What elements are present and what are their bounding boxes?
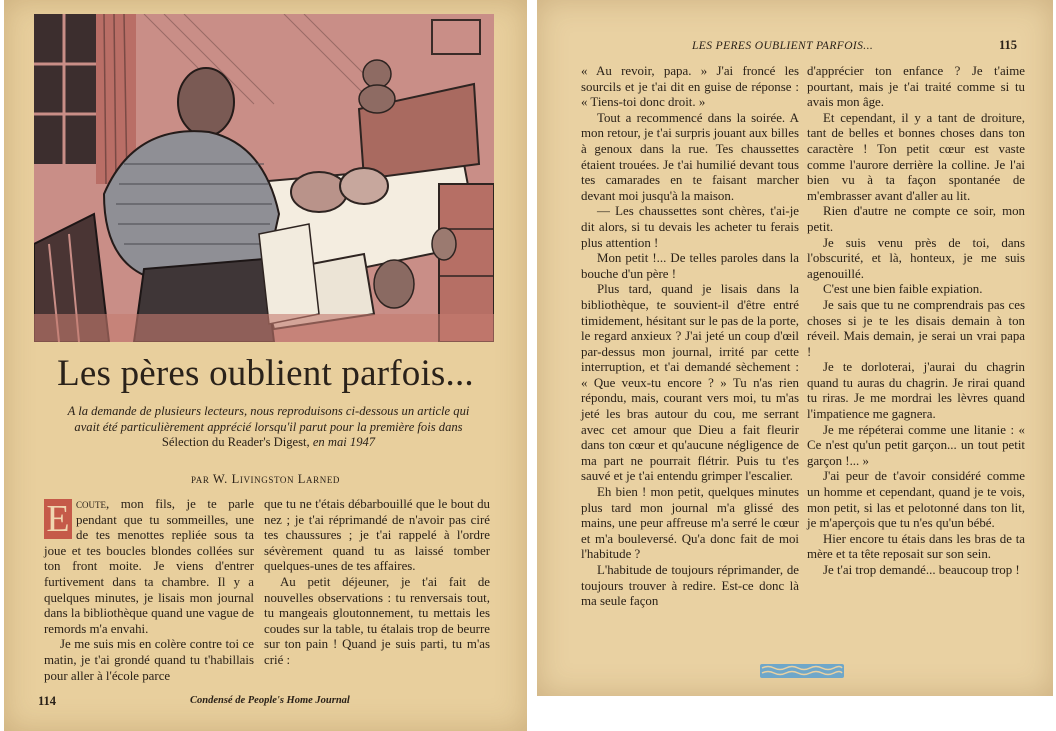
paragraph: Eh bien ! mon petit, quelques minutes plus tard mon journal m'a glissé des mains, une peur affreuse m'a serré le cœur et m'a bouleversé. Qu'a donc fait de moi l'habitude ? [581, 485, 799, 562]
paragraph: Je t'ai trop demandé... beaucoup trop ! [823, 563, 1020, 577]
paragraph: Et cependant, il y a tant de droiture, tant de belles et bonnes choses dans ton caractère ! Ton petit cœur est vaste comme l'aurore derrière la colline. Je l'ai bien vu à ta façon spontanée de m'embrasser avant d'aller au lit. [807, 110, 1025, 203]
illustration-svg [34, 14, 494, 342]
paragraph: Plus tard, quand je lisais dans la bibliothèque, te souvient-il d'être entré timidement, hésitant sur le pas de la porte, le regard anxieux ? J'ai jeté un coup d'œil par-dessus mon journal, irrité par cette interruption, et t'ai demandé sèchement : « Que veux-tu encore ? » Tu n'as rien répondu, mais, courant vers moi, tu m'as jeté les bras autour du cou, me serrant avec cet amour que Dieu a fait fleurir dans ton cœur et qu'aucune négligence de ma part ne pourrait flétrir. Puis tu t'es sauvé et je t'ai entendu grimper l'escalier. [581, 282, 800, 484]
source-credit: Condensé de People's Home Journal [190, 695, 350, 706]
right-column-2 [807, 64, 1025, 579]
paragraph: Je suis venu près de toi, dans l'obscurité, et là, honteux, je me suis agenouillé. [807, 235, 1025, 281]
page-number-left: 114 [38, 694, 57, 708]
paragraph: — Les chaussettes sont chères, t'ai-je dit alors, si tu devais les acheter tu ferais plus attention ! [581, 204, 799, 250]
paragraph: que tu ne t'étais débarbouillé que le bout du nez ; je t'ai réprimandé de n'avoir pas ciré tes chaussures ; je t'ai rappelé à l'ordre sévèrement quand tu as laissé tomber quelques-unes de tes affaires. [264, 497, 490, 574]
paragraph: Rien d'autre ne compte ce soir, mon petit. [807, 204, 1025, 234]
paragraph: Je me suis mis en colère contre toi ce matin, je t'ai grondé quand tu t'habillais pour aller à l'école parce [44, 637, 254, 683]
page-number-right: 115 [998, 38, 1017, 52]
paragraph [44, 497, 254, 637]
running-head: LES PERES OUBLIENT PARFOIS... [692, 40, 874, 52]
byline-author: W. Livingston Larned [212, 472, 341, 486]
lead-word: coute [76, 497, 106, 511]
paragraph: « Au revoir, papa. » J'ai froncé les sourcils et je t'ai dit en guise de réponse : « Tiens-toi donc droit. » [581, 64, 799, 110]
paragraph: J'ai peur de t'avoir considéré comme un homme et cependant, quand je te vois, mon petit, si las et pelotonné dans ton lit, je m'aperçois que tu n'es qu'un bébé. [807, 469, 1025, 531]
paragraph: Hier encore tu étais dans les bras de ta mère et ta tête reposait sur son sein. [807, 531, 1025, 562]
paragraph: C'est une bien faible expiation. [823, 282, 983, 297]
article-illustration [34, 14, 494, 342]
intro-magazine-name: Sélection du Reader's Digest [161, 435, 307, 449]
article-title: Les pères oublient parfois... [57, 353, 474, 394]
left-page [4, 0, 527, 731]
dropcap-letter: E [44, 499, 72, 539]
paragraph: Je sais que tu ne comprendrais pas ces choses si je te les disais demain à ton réveil. Mais demain, je serai un vrai papa ! [807, 297, 1025, 359]
left-column-1 [44, 497, 254, 684]
byline [4, 472, 527, 487]
byline-prefix: par [190, 472, 210, 486]
left-column-2 [264, 497, 490, 669]
paragraph: Au petit déjeuner, je t'ai fait de nouvelles observations : tu renversais tout, tu mangeais gloutonnement, tu mettais les coudes sur la table, tu étalais trop de beurre sur ton pain ! Quand je suis parti, tu m'as crié : [264, 574, 490, 667]
right-column-1 [581, 64, 799, 610]
paragraph: Je te dorloterai, j'aurai du chagrin quand tu auras du chagrin. Je rirai quand tu riras. Je me mordrai les lèvres quand l'impatience me gagnera. [807, 360, 1025, 422]
right-page [537, 0, 1053, 696]
article-intro [66, 404, 471, 451]
paragraph: Tout a recommencé dans la soirée. A mon retour, je t'ai surpris jouant aux billes à genoux dans la rue. Tes chaussettes étaient trouées. Je t'ai humilié devant tous tes camarades en te faisant marcher devant moi jusqu'à la maison. [581, 110, 799, 203]
wave-ornament-icon [760, 664, 844, 678]
paragraph: d'apprécier ton enfance ? Je t'aime pourtant, mais je t'ai traité comme si tu avais mon âge. [807, 64, 1025, 110]
intro-part-2: , en mai 1947 [306, 435, 376, 449]
paragraph-text: , mon fils, je te parle pendant que tu sommeilles, une de tes menottes repliée sous ta joue et tes boucles blondes collées sur ton front moite. Je viens d'entrer furtivement dans ta chambre. Il y a quelques minutes, je lisais mon journal dans la bibliothèque quand une vague de remords m'a envahi. [44, 497, 254, 636]
intro-part-1: A la demande de plusieurs lecteurs, nous reproduisons ci-dessous un article qui avait été particulièrement apprécié lorsqu'il parut pour la première fois dans [67, 404, 470, 434]
paragraph: Je me répéterai comme une litanie : « Ce n'est qu'un petit garçon... un tout petit garçon !... » [807, 422, 1025, 468]
paragraph: Mon petit !... De telles paroles dans la bouche d'un père ! [581, 251, 799, 281]
paragraph: L'habitude de toujours réprimander, de toujours trouver à redire. Est-ce donc là ma seule façon [581, 563, 799, 609]
